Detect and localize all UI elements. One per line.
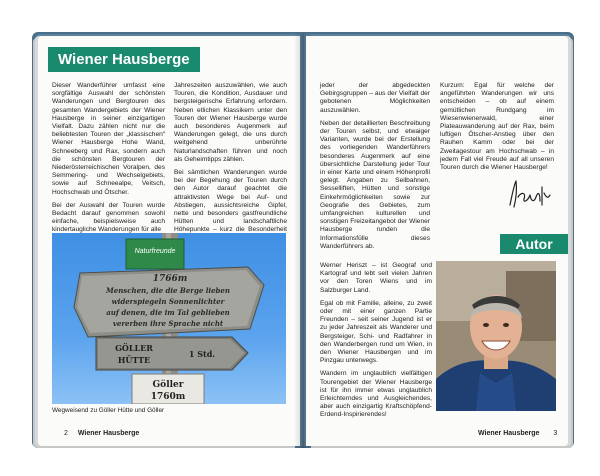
left-page — [38, 36, 300, 446]
open-book — [38, 30, 568, 450]
sign-time: 1 Std. — [188, 349, 216, 359]
paragraph: Jahreszeiten auszuwählen, wie auch Touren, die Kondition, Ausdauer und bergsteigerische Erfahrung erfordern. Neben etlichen Klassikern unter den Touren der Wiener Hausberge wurde auch besonderes Augenmerk auf Wanderungen gelegt, die uns durch weitgehend unberührte Naturlandschaften führen und noch als Geheimtipps zählen. — [174, 82, 287, 163]
author-signature — [504, 175, 554, 215]
left-text-column-2 — [174, 82, 287, 248]
paragraph: Werner Heriszt – ist Geograf und Kartograf und lebt seit vielen Jahren vor den Toren Wiens und im Salzburger Land. — [320, 262, 432, 294]
paragraph: Wandern im unglaublich vielfältigen Tourengebiet der Wiener Hausberge ist für ihn immer etwas unglaublich Erleichterndes und Ausgleichendes, aber auch einzigartig Kraftschöpfend-Erdend-Inspirierendes! — [320, 370, 432, 419]
sign-summit-altitude: 1760m — [150, 392, 186, 402]
left-footer — [64, 430, 139, 437]
signpost-illustration — [52, 233, 286, 404]
sign-hut: GÖLLER — [115, 343, 153, 353]
page-number: 3 — [553, 430, 558, 437]
sign-verse-4: vererben ihre Sprache nicht — [112, 319, 224, 328]
paragraph: Dieser Wanderführer umfasst eine sorgfältige Auswahl der schönsten Wanderungen und Bergtouren des gesamten Wandergebiets der Wiener Hausberge in seiner einzigartigen Vielfalt. Dazu zählen nicht nur die beliebtesten Touren der „klassischen“ Wiener Hausberge Hohe Wand, Schneeberg und Rax, sondern auch die schönsten Bergtouren der Niederösterreichischen Voralpen, des Semmering- und Wechselgebiets, sowie auf Schneealpe, Veitsch, Hochschwab und Ötscher. — [52, 82, 165, 196]
sign-verse-3: auf denen, die im Tal geblieben — [106, 308, 230, 317]
sign-verse-1: Menschen, die die Berge lieben — [106, 286, 230, 295]
sign-altitude: 1766m — [152, 274, 188, 284]
left-text-column-1 — [52, 82, 165, 240]
sign-verse-2: widerspiegeln Sonnenlichter — [111, 297, 225, 306]
plaque-text: Naturfreunde — [134, 248, 176, 255]
author-photo — [436, 261, 556, 411]
paragraph: Egal ob mit Familie, alleine, zu zweit oder mit einer ganzen Partie Freunden – seit seiner Jugend ist er zu jeder Jahreszeit als Wanderer und Bergsteiger, Schi- und Radfahrer in den Wanderbergen rund um Wien, in den Wiener Hausbergen und im Pinzgau unterwegs. — [320, 299, 432, 365]
signpost-photo — [52, 233, 286, 404]
right-page — [306, 36, 568, 446]
paragraph: Bei der Auswahl der Touren wurde Bedacht darauf genommen sowohl einfache, beispielsweise auch kindertaugliche Wanderungen für alle — [52, 201, 165, 234]
paragraph: Kurzum: Egal für welche der angeführten Wanderungen wir uns entscheiden – ob auf einem gemütlichen Rundgang im Wiesenwienerwald, einer Plateauwanderung auf der Rax, beim luftigen Ötscher-Anstieg über den Rauhen Kamm oder bei der Zweitagestour am Hochschwab – in jedem Fall viel Freude auf all unseren Touren durch die Wiener Hausberge! — [440, 82, 554, 172]
sign-hut-2: HÜTTE — [117, 355, 151, 365]
page-number: 2 — [64, 430, 68, 437]
paragraph: Bei sämtlichen Wanderungen wurde bei der Begehung der Touren durch den Autor darauf geachtet die attraktivsten Wege bei Auf- und Abstiegen, aussichtsreiche Gipfel, nette und besonders gastfreundliche Hütten und landschaftliche Höhepunkte – kurz die Besonderheit — [174, 169, 287, 234]
right-text-column-2 — [440, 82, 554, 177]
footer-title: Wiener Hausberge — [478, 430, 540, 437]
author-text-column — [320, 262, 432, 425]
right-text-column-1 — [320, 82, 430, 256]
sign-summit: Göller — [152, 380, 184, 390]
page-title: Wiener Hausberge — [48, 47, 200, 72]
right-footer — [478, 430, 557, 437]
paragraph: jeder der abgedeckten Gebirgsgruppen – aus der Vielfalt der gebotenen Möglichkeiten auszuwählen. — [320, 82, 430, 114]
paragraph: Neben der detaillierten Beschreibung der Touren selbst, und etwaiger Varianten, wurde bei der Erstellung des vorliegenden Wanderführers besonderes Augenmerk auf eine übersichtliche Darstellung jeder Tour in einer Karte und einem Höhenprofil gelegt. Angaben zu Seilbahnen, Sesselliften, Hütten und sonstige Einkehrmöglichkeiten sowie zur Geografie des Gebietes, zum umfangreichen kulturellen und sonstigen Freizeitangebot der Wiener Hausberge runden die Informationsfülle dieses Wanderführers ab. — [320, 119, 430, 250]
author-heading: Autor — [500, 234, 568, 254]
photo-caption: Wegweisend zu Göller Hütte und Göller — [52, 407, 165, 414]
author-portrait — [436, 261, 556, 411]
footer-title: Wiener Hausberge — [77, 430, 140, 437]
